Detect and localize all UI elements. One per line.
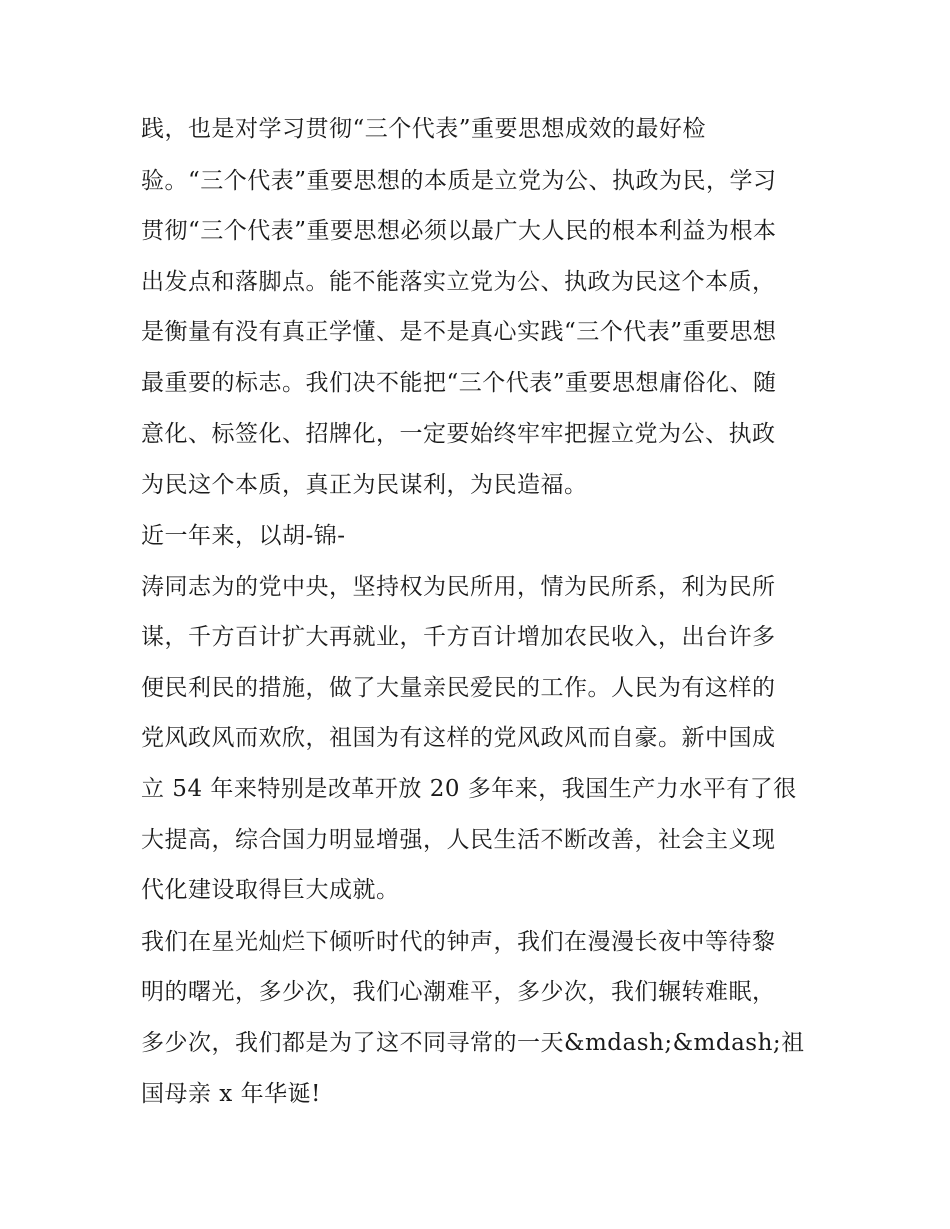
text-line: 立 54 年来特别是改革开放 20 多年来，我国生产力水平有了很 — [141, 776, 797, 802]
text-line: 践，也是对学习贯彻“三个代表”重要思想成效的最好检 — [141, 116, 707, 142]
text-line: 大提高，综合国力明显增强，人民生活不断改善，社会主义现 — [141, 827, 776, 853]
text-line: 出发点和落脚点。能不能落实立党为公、执政为民这个本质， — [141, 269, 776, 295]
text-line: 是衡量有没有真正学懂、是不是真心实践“三个代表”重要思想 — [141, 319, 777, 345]
text-line: 最重要的标志。我们决不能把“三个代表”重要思想庸俗化、随 — [141, 370, 777, 396]
text-line: 国母亲 x 年华诞! — [141, 1081, 321, 1107]
text-line: 便民利民的措施，做了大量亲民爱民的工作。人民为有这样的 — [141, 675, 776, 701]
text-line: 验。“三个代表”重要思想的本质是立党为公、执政为民，学习 — [141, 168, 777, 194]
text-line: 多少次，我们都是为了这不同寻常的一天&mdash;&mdash;祖 — [141, 1030, 805, 1056]
text-line: 近一年来，以胡-锦- — [141, 523, 346, 549]
text-line: 谋，千方百计扩大再就业，千方百计增加农民收入，出台许多 — [141, 624, 776, 650]
text-line: 涛同志为的党中央，坚持权为民所用，情为民所系，利为民所 — [141, 574, 776, 600]
text-line: 意化、标签化、招牌化，一定要始终牢牢把握立党为公、执政 — [141, 421, 776, 447]
text-line: 明的曙光，多少次，我们心潮难平，多少次，我们辗转难眠， — [141, 979, 776, 1005]
text-line: 代化建设取得巨大成就。 — [141, 877, 400, 903]
text-line: 党风政风而欢欣，祖国为有这样的党风政风而自豪。新中国成 — [141, 725, 776, 751]
text-line: 我们在星光灿烂下倾听时代的钟声，我们在漫漫长夜中等待黎 — [141, 929, 776, 955]
text-line: 贯彻“三个代表”重要思想必须以最广大人民的根本利益为根本 — [141, 218, 777, 244]
text-line: 为民这个本质，真正为民谋利，为民造福。 — [141, 472, 588, 498]
